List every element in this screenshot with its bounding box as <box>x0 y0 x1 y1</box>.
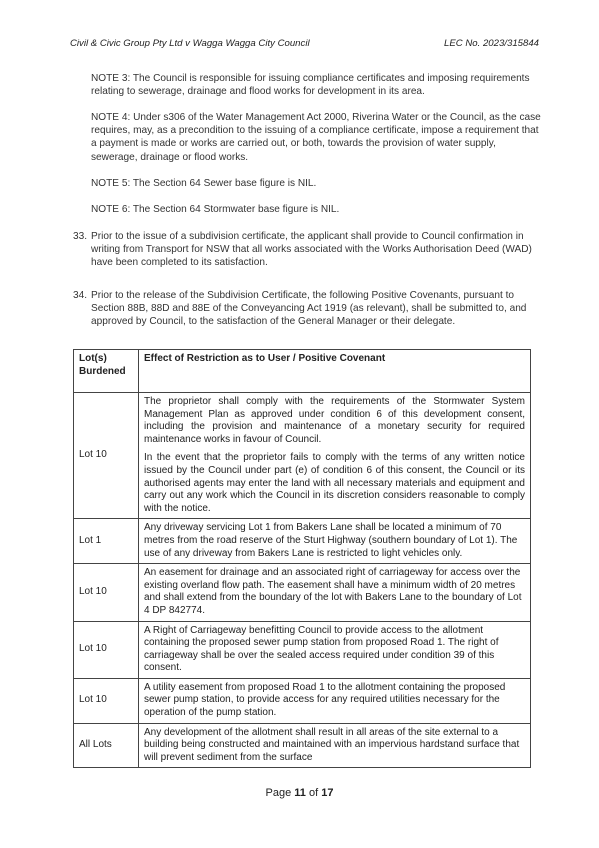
page-footer <box>0 787 599 799</box>
item-34-number: 34. <box>73 290 88 301</box>
header-lots-burdened: Lot(s) Burdened <box>74 350 139 393</box>
table-row <box>74 678 531 723</box>
note-5: NOTE 5: The Section 64 Sewer base figure is NIL. <box>91 178 317 189</box>
row-effect <box>139 393 531 519</box>
row-effect-paragraph: The proprietor shall comply with the requirements of the Stormwater System Management Plan as approved under condition 6 of this development consent, including the provision and maintenance of a monetary security for required maintenance works in favour of Council. <box>144 396 525 445</box>
table-header-row <box>74 350 531 393</box>
covenants-table <box>73 349 531 768</box>
header-case-name: Civil & Civic Group Pty Ltd v Wagga Wagga City Council <box>70 38 310 49</box>
page-of: of <box>305 787 322 799</box>
row-lot: Lot 1 <box>74 519 139 564</box>
table-row <box>74 393 531 519</box>
row-effect: A utility easement from proposed Road 1 to the allotment containing the proposed sewer pump station, to provide access for any required utilities necessary for the operation of the pump station. <box>139 678 531 723</box>
row-lot: Lot 10 <box>74 564 139 621</box>
table-row <box>74 519 531 564</box>
table-row <box>74 723 531 768</box>
note-3: NOTE 3: The Council is responsible for issuing compliance certificates and imposing requirements relating to sewerage, drainage and flood works for development in its area. <box>91 73 530 98</box>
row-lot: Lot 10 <box>74 393 139 519</box>
row-effect: Any driveway servicing Lot 1 from Bakers Lane shall be located a minimum of 70 metres from the road reserve of the Sturt Highway (southern boundary of Lot 1). The use of any driveway from Bakers Lane is restricted to light vehicles only. <box>139 519 531 564</box>
page-current: 11 <box>294 787 306 799</box>
row-lot: Lot 10 <box>74 621 139 678</box>
note-6: NOTE 6: The Section 64 Stormwater base figure is NIL. <box>91 204 340 215</box>
row-effect: An easement for drainage and an associated right of carriageway for access over the existing overland flow path. The easement shall have a minimum width of 20 metres and shall extend from the boundary of the lot with Bakers Lane to the boundary of Lot 4 DP 842774. <box>139 564 531 621</box>
item-33-text: Prior to the issue of a subdivision certificate, the applicant shall provide to Council confirmation in writing from Transport for NSW that all works associated with the Works Authorisation Deed (WAD) have been completed to its satisfaction. <box>91 231 532 269</box>
row-lot: All Lots <box>74 723 139 768</box>
header-effect: Effect of Restriction as to User / Positive Covenant <box>139 350 531 393</box>
header-case-number: LEC No. 2023/315844 <box>444 38 539 49</box>
table-row <box>74 564 531 621</box>
page-total: 17 <box>321 787 334 799</box>
item-33-number: 33. <box>73 231 88 242</box>
page-prefix: Page <box>265 787 295 799</box>
row-effect: A Right of Carriageway benefitting Council to provide access to the allotment containing the proposed sewer pump station from proposed Road 1. The right of carriageway shall be over the sealed access required under condition 39 of this consent. <box>139 621 531 678</box>
item-34-text: Prior to the release of the Subdivision Certificate, the following Positive Covenants, pursuant to Section 88B, 88D and 88E of the Conveyancing Act 1919 (as relevant), shall be submitted to, and approved by Council, to the satisfaction of the General Manager or their delegate. <box>91 290 527 328</box>
row-effect: Any development of the allotment shall result in all areas of the site external to a building being constructed and maintained with an impervious hardstand surface that will prevent sediment from the surface <box>139 723 531 768</box>
row-lot: Lot 10 <box>74 678 139 723</box>
note-4: NOTE 4: Under s306 of the Water Management Act 2000, Riverina Water or the Council, as the case requires, may, as a precondition to the issuing of a compliance certificate, impose a requirement that a payment is made or works are carried out, or both, towards the provision of water supply, sewerage, drainage or flood works. <box>91 112 541 163</box>
row-effect-paragraph: In the event that the proprietor fails to comply with the terms of any written notice issued by the Council under part (e) of condition 6 of this consent, the Council or its authorised agents may enter the land with all necessary materials and equipment and carry out any work which the Council in its discretion considers reasonable to comply with the notice. <box>144 452 525 514</box>
table-row <box>74 621 531 678</box>
